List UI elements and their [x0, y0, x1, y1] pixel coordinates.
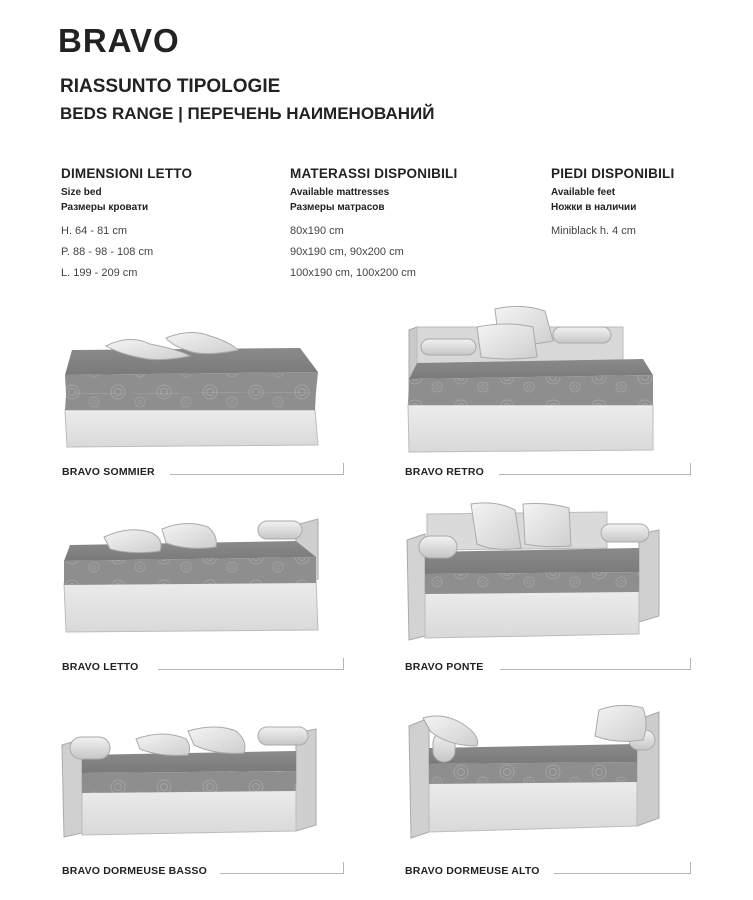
bed-dormeuse-basso-image: [60, 715, 350, 855]
section-subtitle: BEDS RANGE | ПЕРЕЧЕНЬ НАИМЕНОВАНИЙ: [60, 104, 435, 123]
spec-value: 90x190 cm, 90x200 cm: [290, 246, 404, 258]
product-retro[interactable]: [403, 305, 693, 480]
label-rule: [158, 658, 344, 670]
spec-column-mattresses: [290, 166, 457, 284]
product-label: BRAVO LETTO: [62, 661, 139, 673]
label-rule: [500, 658, 691, 670]
spec-heading: PIEDI DISPONIBILI: [551, 166, 675, 181]
spec-sub-en: Available mattresses: [290, 187, 390, 198]
label-rule: [170, 463, 344, 475]
product-label: BRAVO SOMMIER: [62, 466, 155, 478]
label-rule: [499, 463, 691, 475]
spec-sub-ru: Размеры кровати: [61, 202, 149, 213]
product-label: BRAVO DORMEUSE ALTO: [405, 865, 540, 877]
brand-title: BRAVO: [58, 22, 180, 59]
product-dormeuse-basso[interactable]: [60, 715, 350, 890]
spec-value: L. 199 - 209 cm: [61, 267, 138, 279]
section-title: RIASSUNTO TIPOLOGIE: [60, 76, 281, 97]
spec-column-size: [61, 166, 192, 284]
spec-value: 80x190 cm: [290, 225, 344, 237]
bed-dormeuse-alto-image: [403, 700, 693, 850]
product-label: BRAVO DORMEUSE BASSO: [62, 865, 207, 877]
spec-sub-ru: Ножки в наличии: [551, 202, 637, 213]
label-rule: [554, 862, 691, 874]
product-sommier[interactable]: [60, 320, 350, 495]
bed-ponte-image: [403, 500, 693, 650]
spec-value: P. 88 - 98 - 108 cm: [61, 246, 154, 258]
spec-column-feet: [551, 166, 674, 242]
bed-letto-image: [60, 515, 350, 655]
product-label: BRAVO RETRO: [405, 466, 485, 478]
product-label: BRAVO PONTE: [405, 661, 484, 673]
bed-sommier-image: [60, 320, 350, 455]
spec-sub-en: Available feet: [551, 187, 616, 198]
label-rule: [220, 862, 344, 874]
spec-value: Miniblack h. 4 cm: [551, 225, 636, 237]
spec-heading: MATERASSI DISPONIBILI: [290, 166, 458, 181]
spec-value: H. 64 - 81 cm: [61, 225, 128, 237]
spec-heading: DIMENSIONI LETTO: [61, 166, 193, 181]
spec-sub-ru: Размеры матрасов: [290, 202, 385, 213]
product-dormeuse-alto[interactable]: [403, 700, 693, 875]
bed-retro-image: [403, 305, 693, 455]
spec-value: 100x190 cm, 100x200 cm: [290, 267, 416, 279]
product-ponte[interactable]: [403, 500, 693, 675]
product-letto[interactable]: [60, 515, 350, 690]
spec-sub-en: Size bed: [61, 187, 102, 198]
